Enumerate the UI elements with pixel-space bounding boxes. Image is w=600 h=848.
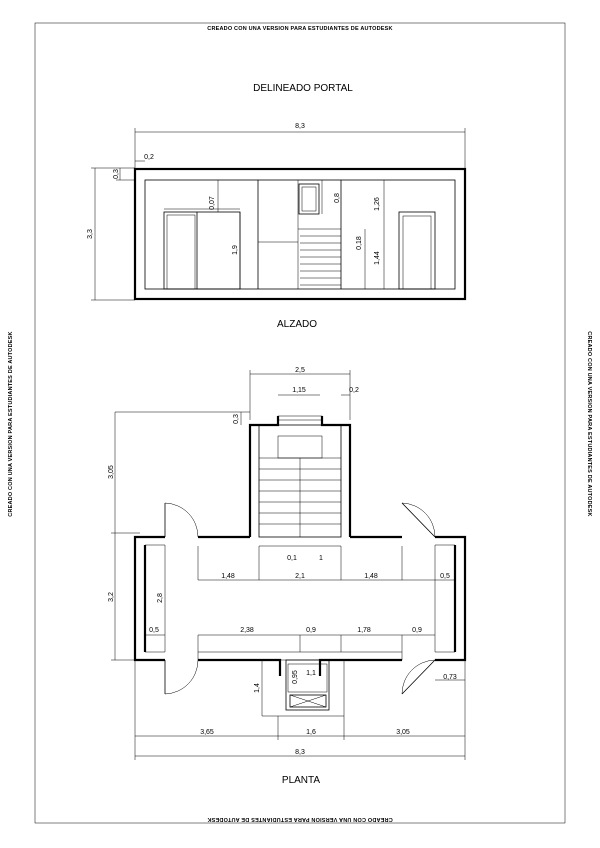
plan-dim-base-mid: 1,6 xyxy=(306,729,316,736)
plan-dim-entry-depth: 1,4 xyxy=(254,683,261,693)
plan-dim-base-right: 3,05 xyxy=(396,729,410,736)
plan-dim-seg-mid: 2,1 xyxy=(295,573,305,580)
plan-dim-small-a: 0,1 xyxy=(287,555,297,562)
elev-dim-upper-height: 1,26 xyxy=(374,197,381,211)
plan-dim-bottom-mid: 0,9 xyxy=(306,627,316,634)
elev-dim-step: 0,18 xyxy=(356,236,363,250)
plan-drawing xyxy=(111,370,465,760)
plan-dim-top-offset: 0,3 xyxy=(233,414,240,424)
watermark-top: CREADO CON UNA VERSION PARA ESTUDIANTES DE AUTODESK xyxy=(207,26,393,32)
plan-dim-seg-left: 1,48 xyxy=(221,573,235,580)
watermark-left: CREADO CON UNA VERSION PARA ESTUDIANTES DE AUTODESK xyxy=(8,331,14,517)
elev-dim-lower-height: 1,44 xyxy=(374,251,381,265)
elev-dim-lintel: 0,07 xyxy=(209,196,216,210)
elev-dim-top-offset: 0,3 xyxy=(113,169,120,179)
plan-dim-corner: 0,73 xyxy=(443,674,457,681)
plan-dim-bottom-right: 1,78 xyxy=(357,627,371,634)
plan-dim-elevator-width: 1,1 xyxy=(306,670,316,677)
plan-dim-bottom-left: 2,38 xyxy=(240,627,254,634)
plan-dim-base-total: 8,3 xyxy=(295,749,305,756)
watermark-bottom: CREADO CON UNA VERSION PARA ESTUDIANTES DE AUTODESK xyxy=(207,816,393,822)
plan-dim-wall-right: 0,2 xyxy=(349,387,359,394)
plan-dim-small-b: 1 xyxy=(319,555,323,562)
plan-dim-stair-width: 2,5 xyxy=(295,367,305,374)
elev-dim-wall: 0,2 xyxy=(144,154,154,161)
plan-dim-seg-right: 1,48 xyxy=(364,573,378,580)
plan-dim-inner-height: 2,8 xyxy=(157,593,164,603)
plan-dim-hall-height: 3,2 xyxy=(108,592,115,602)
plan-dim-side-right: 0,5 xyxy=(440,573,450,580)
plan-title: PLANTA xyxy=(281,775,321,786)
elev-dim-window-height: 0,8 xyxy=(334,193,341,203)
main-title: DELINEADO PORTAL xyxy=(253,83,353,94)
elev-dim-total: 8,3 xyxy=(295,123,305,130)
plan-dim-stair-door: 1,15 xyxy=(292,387,306,394)
elev-dim-door-height: 1,9 xyxy=(232,245,239,255)
plan-dim-bottom-end: 0,9 xyxy=(412,627,422,634)
elev-dim-height: 3,3 xyxy=(87,229,94,239)
plan-dim-side-left: 0,5 xyxy=(149,627,159,634)
plan-dim-wing-depth: 3,05 xyxy=(108,465,115,479)
elevation-title: ALZADO xyxy=(276,319,318,330)
plan-dim-base-left: 3,65 xyxy=(200,729,214,736)
watermark-right: CREADO CON UNA VERSION PARA ESTUDIANTES DE AUTODESK xyxy=(586,331,592,517)
sheet-frame xyxy=(35,23,565,823)
plan-dim-elevator-depth: 0,95 xyxy=(292,670,299,684)
